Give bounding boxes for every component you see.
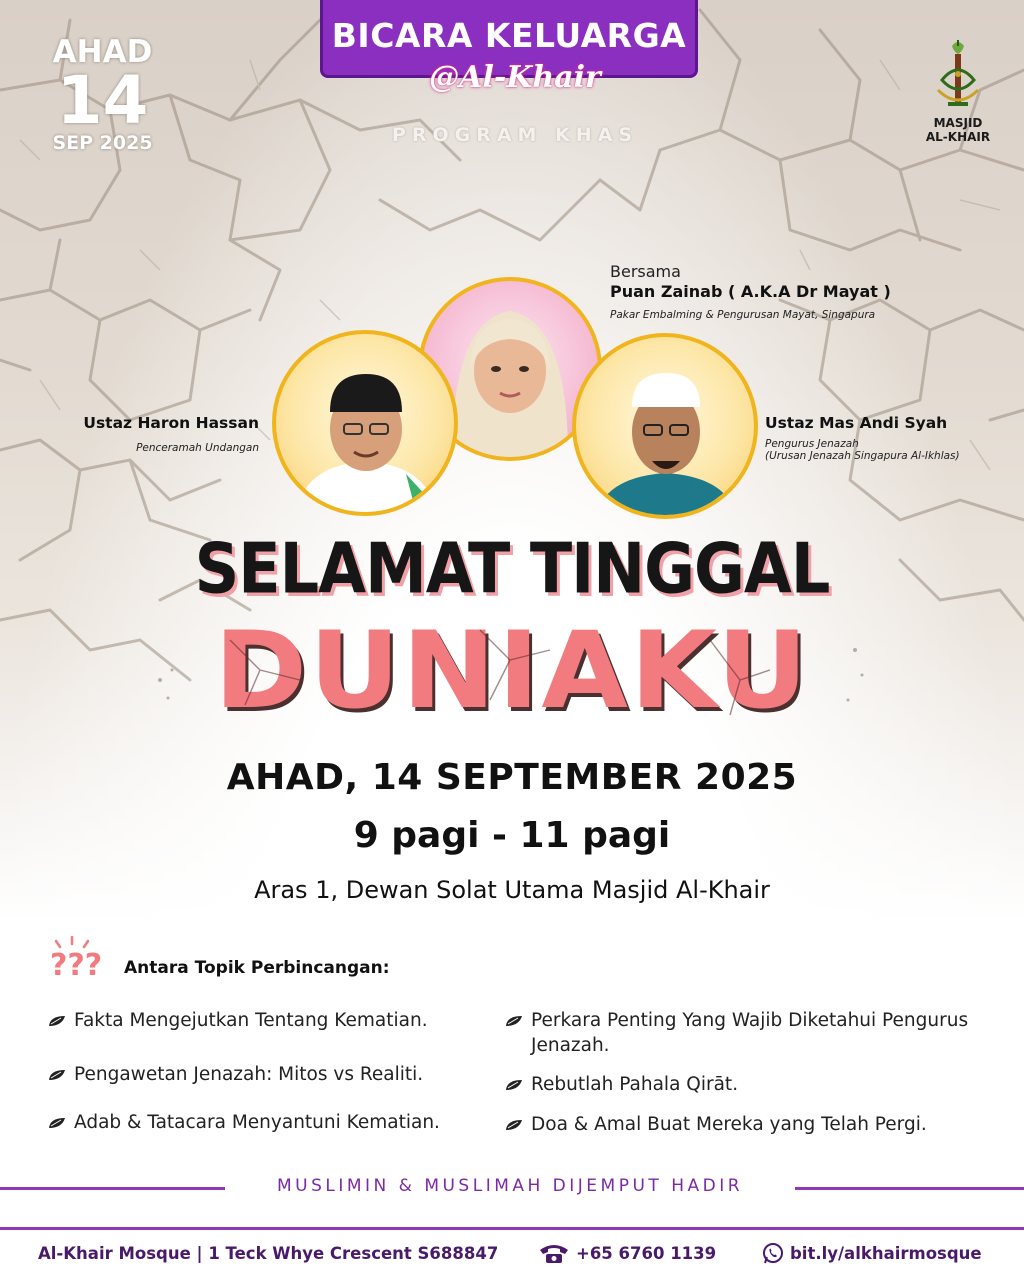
bersama-label: Bersama <box>610 262 681 281</box>
topics-heading: Antara Topik Perbincangan: <box>124 958 390 978</box>
masjid-logo <box>918 40 998 144</box>
invitation-text: MUSLIMIN & MUSLIMAH DIJEMPUT HADIR <box>276 1176 744 1196</box>
leaf-bullet-icon <box>505 1015 523 1027</box>
leaf-bullet-icon <box>48 1015 66 1027</box>
question-marks-icon <box>48 935 112 983</box>
date-badge <box>40 34 165 154</box>
left-speaker-photo <box>272 330 458 516</box>
topic-item <box>48 1008 428 1033</box>
topic-item <box>48 1062 423 1087</box>
right-speaker-role: Pengurus Jenazah <box>765 438 859 450</box>
event-time: 9 pagi - 11 pagi <box>353 815 671 856</box>
date-day: AHAD <box>52 34 153 70</box>
topic-text: Rebutlah Pahala Qirāt. <box>531 1074 739 1095</box>
right-speaker-info <box>765 414 1015 462</box>
leaf-bullet-icon <box>505 1079 523 1091</box>
title-line-2: DUNIAKU <box>214 609 810 733</box>
mosque-emblem-icon <box>928 40 988 112</box>
topic-item <box>505 1072 738 1097</box>
date-month-year: SEP 2025 <box>52 132 153 154</box>
banner-title: BICARA KELUARGA <box>331 16 687 55</box>
right-speaker-organisation: (Urusan Jenazah Singapura Al-Ikhlas) <box>765 450 960 462</box>
logo-text <box>918 116 998 144</box>
left-speaker-name: Ustaz Haron Hassan <box>83 414 259 432</box>
logo-line-1: MASJID <box>933 116 983 130</box>
right-speaker-photo <box>572 333 758 519</box>
event-date: AHAD, 14 SEPTEMBER 2025 <box>226 757 798 798</box>
leaf-bullet-icon <box>505 1119 523 1131</box>
topic-text: Adab & Tatacara Menyantuni Kematian. <box>74 1112 440 1133</box>
topic-text: Fakta Mengejutkan Tentang Kematian. <box>74 1010 428 1031</box>
svg-text:???: ??? <box>50 948 103 983</box>
telephone-icon <box>538 1242 570 1264</box>
title-line-1: SELAMAT TINGGAL <box>194 527 830 610</box>
left-speaker-info <box>30 414 259 454</box>
topic-text: Perkara Penting Yang Wajib Diketahui Pengurus Jenazah. <box>531 1010 969 1056</box>
event-venue: Aras 1, Dewan Solat Utama Masjid Al-Khair <box>254 876 770 904</box>
featured-speaker-role: Pakar Embalming & Pengurusan Mayat, Singapura <box>610 309 876 321</box>
banner-subtitle: @Al-Khair <box>429 60 601 95</box>
topic-text: Pengawetan Jenazah: Mitos vs Realiti. <box>74 1064 424 1085</box>
leaf-bullet-icon <box>48 1117 66 1129</box>
right-speaker-name: Ustaz Mas Andi Syah <box>765 414 948 432</box>
footer-address: Al-Khair Mosque | 1 Teck Whye Crescent S688847 <box>38 1244 499 1263</box>
featured-speaker-name: Puan Zainab ( A.K.A Dr Mayat ) <box>610 282 891 301</box>
topic-text: Doa & Amal Buat Mereka yang Telah Pergi. <box>531 1114 927 1135</box>
divider <box>0 1187 225 1190</box>
footer-website: bit.ly/alkhairmosque <box>790 1244 982 1263</box>
leaf-bullet-icon <box>48 1069 66 1081</box>
program-label: PROGRAM KHAS <box>391 124 639 146</box>
left-speaker-role: Penceramah Undangan <box>136 442 259 454</box>
topic-item <box>505 1112 927 1137</box>
footer-phone: +65 6760 1139 <box>576 1244 717 1263</box>
divider <box>795 1187 1024 1190</box>
footer-divider <box>0 1227 1024 1230</box>
featured-speaker-info <box>610 262 950 321</box>
topic-item <box>48 1110 440 1135</box>
topic-item <box>505 1008 985 1058</box>
whatsapp-icon <box>762 1242 784 1264</box>
date-number: 14 <box>56 62 149 139</box>
logo-line-2: AL-KHAIR <box>925 130 991 144</box>
